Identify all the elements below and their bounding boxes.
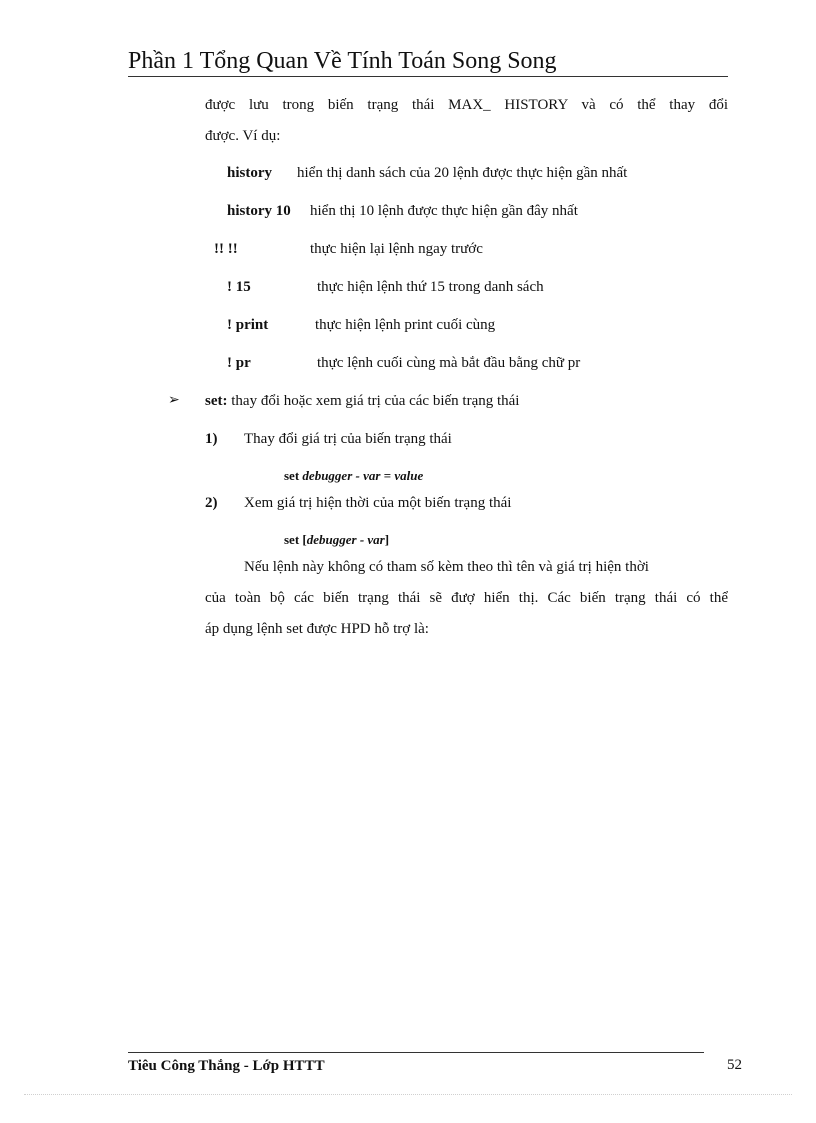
note-line-3: áp dụng lệnh set được HPD hỗ trợ là: [205,621,429,637]
example-command: !! !! [214,241,238,257]
example-row [227,200,291,222]
set-definition [205,390,519,412]
syntax-argument: debugger - var [306,532,385,547]
example-command: history 10 [227,203,291,219]
syntax-command: set [ [284,532,307,547]
example-description: thực hiện lệnh thứ 15 trong danh sách [317,279,544,295]
intro-line-2: được. Ví dụ: [205,128,281,144]
item-text: Thay đổi giá trị của biến trạng thái [244,431,452,447]
example-command: ! print [227,317,269,333]
example-command: ! 15 [227,279,251,295]
example-row [227,314,268,336]
syntax-argument: debugger - var [302,468,381,483]
note-line-1: Nếu lệnh này không có tham số kèm theo thì tên và giá trị hiện thời [244,559,649,575]
arrow-bullet-icon: ➢ [168,393,180,408]
footer-author: Tiêu Công Thắng - Lớp HTTT [128,1058,325,1074]
example-row [227,162,272,184]
intro-line-1: được lưu trong biến trạng thái MAX_ HISTORY và có thể thay đổi [205,97,728,113]
page-number: 52 [727,1057,742,1073]
note-line-2: của toàn bộ các biến trạng thái sẽ đượ hiển thị. Các biến trạng thái có thể [205,590,728,606]
syntax-line [284,467,423,485]
item-number: 1) [205,431,218,447]
example-row [227,276,251,298]
item-text: Xem giá trị hiện thời của một biến trạng thái [244,495,512,511]
set-term: set: [205,393,228,409]
page-edge-divider [24,1094,792,1095]
example-description: hiển thị danh sách của 20 lệnh được thực hiện gần nhất [297,165,628,181]
set-description: thay đổi hoặc xem giá trị của các biến trạng thái [231,393,520,409]
example-description: thực lệnh cuối cùng mà bắt đầu bằng chữ pr [317,355,581,371]
page-title: Phần 1 Tổng Quan Về Tính Toán Song Song [128,48,557,74]
example-row [227,352,251,374]
example-command: ! pr [227,355,251,371]
syntax-rest: ] [384,532,390,547]
example-description: hiển thị 10 lệnh được thực hiện gần đây nhất [310,203,578,219]
example-description: thực hiện lại lệnh ngay trước [310,241,483,257]
syntax-line [284,531,389,549]
example-description: thực hiện lệnh print cuối cùng [315,317,496,333]
syntax-command: set [284,468,303,483]
syntax-rest: = value [380,468,424,483]
item-number: 2) [205,495,218,511]
header-divider [128,76,728,77]
example-row [214,238,238,260]
example-command: history [227,165,272,181]
footer-divider [128,1052,704,1053]
